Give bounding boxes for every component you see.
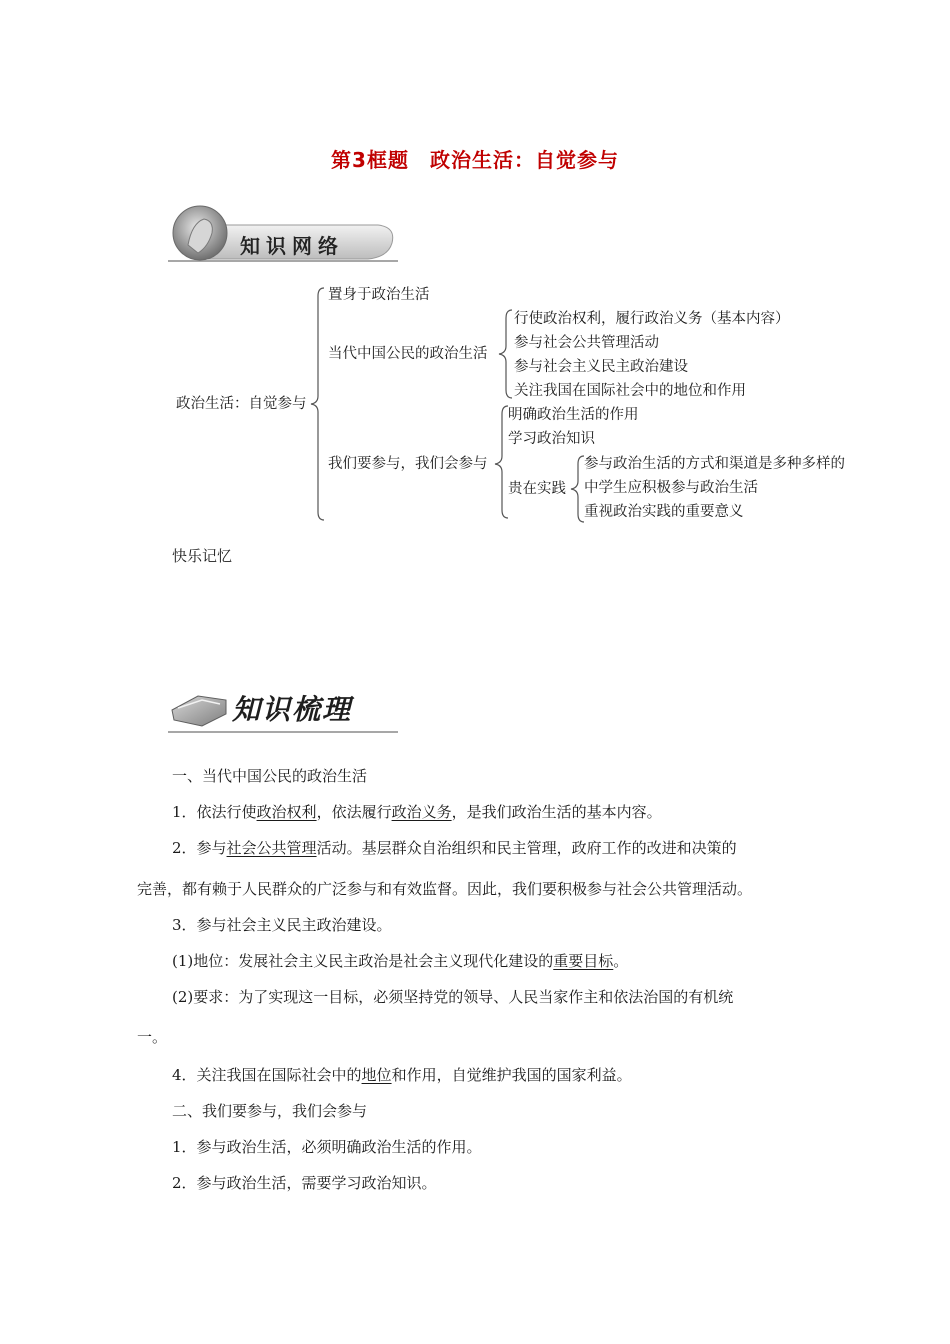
happy-memory-label: 快乐记忆 [172, 547, 233, 565]
paragraph-3-2-continued: 一。 [137, 1028, 168, 1046]
knowledge-tree [0, 0, 950, 540]
tree-node-practice: 贵在实践 [508, 481, 566, 497]
tree-root: 政治生活：自觉参与 [176, 396, 307, 412]
text: (1)地位：发展社会主义民主政治是社会主义现代化建设的 [172, 952, 554, 970]
tree-leaf: 参与社会公共管理活动 [514, 335, 659, 351]
text: 活动。基层群众自治组织和民主管理，政府工作的改进和决策的 [316, 839, 737, 857]
knowledge-network-label: 知识网络 [240, 234, 344, 258]
underlined-term: 地位 [361, 1066, 392, 1084]
underlined-term: 重要目标 [553, 952, 614, 970]
knowledge-review-banner [168, 680, 398, 736]
tree-leaf: 学习政治知识 [508, 431, 595, 447]
paragraph-4 [172, 1065, 632, 1085]
underlined-term: 政治义务 [391, 803, 452, 821]
paragraph-5: 1．参与政治生活，必须明确政治生活的作用。 [172, 1138, 482, 1156]
tree-node-in-political-life: 置身于政治生活 [328, 287, 430, 303]
tree-leaf: 中学生应积极参与政治生活 [584, 480, 758, 496]
tree-leaf: 参与社会主义民主政治建设 [514, 359, 688, 375]
section-heading-1: 一、当代中国公民的政治生活 [172, 767, 368, 785]
section-heading-2: 二、我们要参与，我们会参与 [172, 1102, 368, 1120]
tree-leaf: 关注我国在国际社会中的地位和作用 [514, 383, 746, 399]
paragraph-3: 3．参与社会主义民主政治建设。 [172, 916, 392, 934]
paragraph-3-1 [172, 951, 628, 971]
text: ，依法履行 [316, 803, 392, 821]
underlined-term: 社会公共管理 [226, 839, 317, 857]
tree-leaf: 行使政治权利，履行政治义务（基本内容） [514, 311, 790, 327]
text: 和作用，自觉维护我国的国家利益。 [391, 1066, 632, 1084]
text: ，是我们政治生活的基本内容。 [451, 803, 662, 821]
text: 。 [613, 952, 629, 970]
tree-node-we-participate: 我们要参与，我们会参与 [328, 456, 488, 472]
paragraph-2 [172, 838, 737, 858]
tree-node-citizen-political-life: 当代中国公民的政治生活 [328, 346, 488, 362]
tree-leaf: 重视政治实践的重要意义 [584, 504, 744, 520]
underlined-term: 政治权利 [256, 803, 317, 821]
paragraph-6: 2．参与政治生活，需要学习政治知识。 [172, 1174, 437, 1192]
paragraph-1 [172, 802, 662, 822]
tree-leaf: 明确政治生活的作用 [508, 407, 639, 423]
text: 4．关注我国在国际社会中的 [172, 1066, 362, 1084]
paragraph-2-continued: 完善，都有赖于人民群众的广泛参与和有效监督。因此，我们要积极参与社会公共管理活动。 [137, 880, 753, 898]
tree-leaf: 参与政治生活的方式和渠道是多种多样的 [584, 456, 845, 472]
knowledge-review-label: 知识梳理 [232, 693, 353, 726]
text: 1．依法行使 [172, 803, 257, 821]
paragraph-3-2: (2)要求：为了实现这一目标，必须坚持党的领导、人民当家作主和依法治国的有机统 [172, 988, 734, 1006]
text: 2．参与 [172, 839, 227, 857]
page-title: 第3框题 政治生活：自觉参与 [331, 148, 619, 172]
